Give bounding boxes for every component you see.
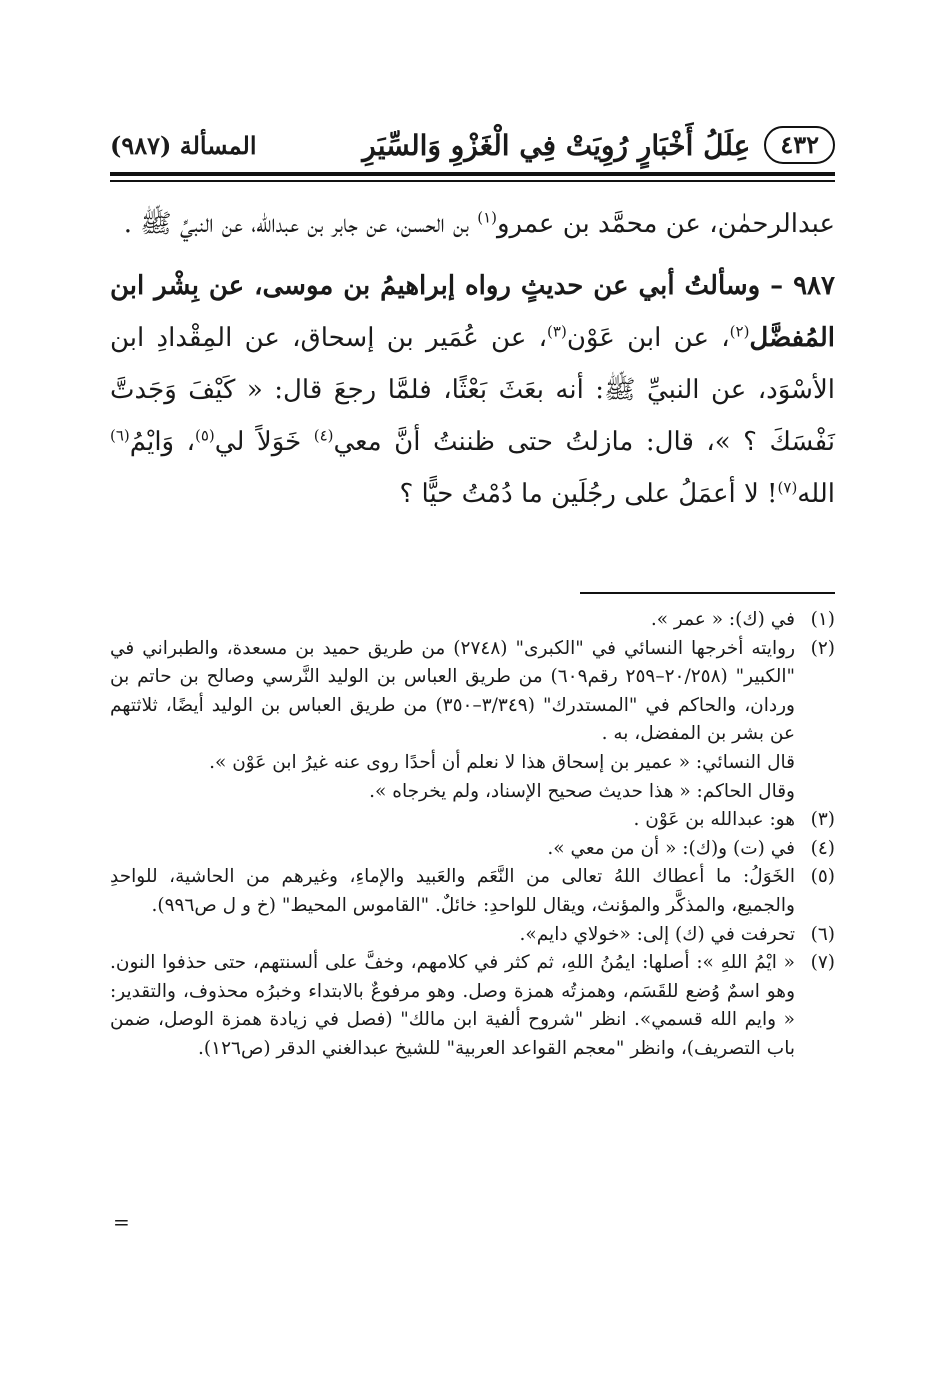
text-run: وسألتُ أبي عن حديثٍ رواه إبراهيمُ بن موسى، عن بِشْر ابن المُفضَّل [110, 271, 835, 353]
footnote-ref-7: (٧) [777, 478, 798, 497]
text-run: عبدالرحمٰن، عن محمَّد بن عمرو [496, 209, 835, 239]
text-run: ، عن عُمَير بن إسحاق، عن المِقْدادِ ابن الأسْوَد، عن النبيِّ ﷺ: أنه بعَثَ بَعْثًا، فلمَّا رجعَ قال: « كَيْفَ وَجَدتَّ نَفْسَكَ ؟ »، قال: مازلتُ حتى ظننتُ أنَّ معي [110, 323, 835, 457]
footnote-7 [110, 949, 835, 1063]
footnote-number: (٣) [810, 809, 835, 831]
question-number: ٩٨٧ – [760, 271, 835, 301]
footnote-ref-2: (٢) [729, 322, 750, 341]
footnote-text: الخَوَلُ: ما أعطاك اللهُ تعالى من النَّعَم والعَبيد والإماءِ، وغيرهم من الحاشية، للواحدِ والجميع، والمذكَّر والمؤنث، ويقال للواحدِ: خائلٌ. "القاموس المحيط" (خ و ل ص٩٩٦). [110, 866, 795, 916]
footnote-text: هو: عبدالله بن عَوْن . [633, 809, 795, 831]
footnote-body [110, 921, 795, 950]
footnote-ref-5: (٥) [195, 426, 215, 445]
text-run: ، وَايْمُ [129, 427, 195, 457]
footnote-body [110, 806, 795, 835]
paragraph-continuation [110, 198, 835, 250]
header-rule-thin [110, 180, 835, 182]
footnote-number: (٤) [810, 837, 835, 859]
text-run: بن الحسن، عن جابر بن عبدالله، عن النبيِّ ﷺ . [123, 209, 478, 239]
question-paragraph [110, 260, 835, 520]
footnote-text: « ايْمُ اللهِ »: أصلها: ايمُنُ اللهِ، ثم كثر في كلامهم، وخفَّ على ألسنتهم، حتى حذفوا النون. وهو اسمٌ وُضع للقَسَم، وهمزتُه همزة وصل. وهو مرفوعٌ بالابتداء وخبرُه محذوف، والتقدير: « وايم الله قسمي». انظر "شروح ألفية ابن مالك" (فصل في زيادة همزة الوصل، ضمن باب التصريف)، وانظر "معجم القواعد العربية" للشيخ عبدالغني الدقر (ص١٢٦). [110, 952, 795, 1059]
footnote-body [110, 606, 795, 635]
footnote-ref-6: (٦) [110, 426, 130, 445]
header-rule-thick [110, 172, 835, 176]
footnote-body [110, 949, 795, 1063]
footnote-5 [110, 863, 835, 920]
text-run: خَوَلاً لي [214, 427, 314, 457]
page-header [110, 120, 835, 170]
footnote-number: (١) [810, 609, 835, 630]
header-right [362, 126, 835, 164]
issue-label: المسألة (٩٨٧) [110, 130, 257, 160]
footnotes [110, 606, 835, 1064]
footnote-2 [110, 635, 835, 807]
footnote-body [110, 635, 795, 807]
main-text [110, 198, 835, 520]
text-run: ، عن ابن عَوْن [566, 323, 730, 353]
footnote-number: (٦) [810, 923, 835, 945]
footnote-number: (٧) [810, 952, 835, 974]
footnote-ref-3: (٣) [547, 322, 567, 341]
footnote-body [110, 863, 795, 920]
text-run: ! لا أعمَلُ على رجُلَين ما دُمْتُ حيًّا ؟ [399, 479, 778, 509]
footnote-number: (٢) [810, 637, 835, 659]
footnote-text: في (ك): « عمر ». [650, 609, 795, 630]
footnote-3 [110, 806, 835, 835]
book-title: عِلَلُ أَخْبَارٍ رُوِيَتْ فِي الْغَزْوِ وَالسِّيَرِ [362, 128, 751, 162]
footnote-6 [110, 921, 835, 950]
footnote-text: وقال الحاكم: « هذا حديث صحيح الإسناد، ولم يخرجاه ». [369, 780, 795, 802]
footnote-text: تحرفت في (ك) إلى: «خولاي دايم». [519, 923, 795, 945]
footnote-4 [110, 835, 835, 864]
footnote-divider [580, 592, 835, 594]
footnote-ref-4: (٤) [313, 426, 334, 445]
footnote-number: (٥) [810, 866, 835, 888]
footnote-ref-1: (١) [477, 208, 497, 227]
footnote-1 [110, 606, 835, 635]
text-run: الله [797, 479, 835, 509]
footnote-text: روايته أخرجها النسائي في "الكبرى" (٢٧٤٨) من طريق حميد بن مسعدة، والطبراني في "الكبير" (٢٠/٢٥٨–٢٥٩ رقم٦٠٩) من طريق العباس بن الوليد النَّرسي وصالح بن حاتم بن وردان، والحاكم في "المستدرك" (٣/٣٤٩–٣٥٠) من طريق العباس بن الوليد أيضًا، ثلاثتهم عن بشر بن المفضل، به . [110, 637, 795, 745]
footnote-body [110, 835, 795, 864]
page-number: ٤٣٢ [764, 126, 835, 164]
footnote-text: في (ت) و(ك): « أن من معي ». [547, 837, 795, 859]
footnote-text: قال النسائي: « عمير بن إسحاق هذا لا نعلم أن أحدًا روى عنه غيرُ ابن عَوْن ». [209, 751, 795, 773]
continuation-mark: = [113, 1210, 130, 1234]
